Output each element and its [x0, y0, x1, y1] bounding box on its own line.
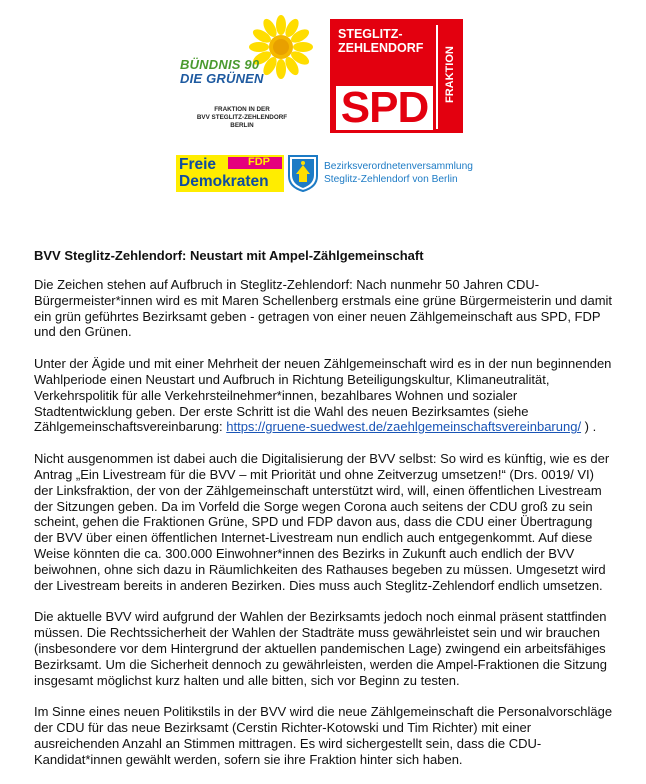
spd-region-label: [338, 27, 423, 55]
article-paragraph-1: Die Zeichen stehen auf Aufbruch in Steglitz-Zehlendorf: Nach nunmehr 50 Jahren CDU-Bürgermeister*innen wird es mit Maren Schellenberg erstmals eine grüne Bürgermeisterin und damit ein grün geführtes Bezirksamt geben - getragen von einer neuen Zählgemeinschaft aus SPD, FDP und den Grünen.: [34, 277, 613, 340]
article: [34, 247, 614, 784]
gruene-logo-subtitle: [190, 106, 294, 130]
bvv-name: [324, 160, 473, 186]
gruene-sub-line: BVV STEGLITZ-ZEHLENDORF: [196, 114, 288, 121]
fdp-mark: FDP: [248, 156, 270, 168]
gruene-logo-line2: DIE GRÜNEN: [180, 71, 264, 86]
article-title: BVV Steglitz-Zehlendorf: Neustart mit Ampel-Zählgemeinschaft: [34, 248, 424, 263]
gruene-logo-line1: BÜNDNIS 90: [180, 57, 260, 72]
agreement-link[interactable]: https://gruene-suedwest.de/zaehlgemeinschaftsvereinbarung/: [226, 419, 582, 435]
spd-wordmark: SPD: [336, 86, 433, 130]
spd-logo: [330, 19, 463, 133]
paragraph-2-end: ) .: [581, 419, 597, 435]
bvv-crest-icon: [287, 154, 319, 192]
gruene-sub-line: FRAKTION IN DER: [214, 106, 270, 113]
bvv-name-line2: Steglitz-Zehlendorf von Berlin: [324, 174, 458, 185]
gruene-sub-line: BERLIN: [230, 122, 254, 129]
bvv-name-line1: Bezirksverordnetenversammlung: [324, 161, 473, 172]
article-paragraph-3: Nicht ausgenommen ist dabei auch die Digitalisierung der BVV selbst: So wird es künftig, wie es der Antrag „Ein Livestream für die BVV – mit Priorität und ohne Zeitverzug umsetzen!“ (Drs. 0019/ VI) der Linksfraktion, der von der Zählgemeinschaft unterstützt wird, will, einen öffentlichen Livestream der Sitzungen geben. Da im Vorfeld die Sorge wegen Corona auch seitens der CDU groß zu sein scheint, gehen die Fraktionen Grüne, SPD und FDP davon aus, dass die CDU einer Übertragung der BVV über einen öffentlichen Internet-Livestream nun endlich auch entgegenkommt. Auf diese Weise könnten die ca. 300.000 Einwohner*innen des Bezirks in Zukunft auch endlich der BVV beiwohnen, ohne sich dazu in Räumlichkeiten des Rathauses begeben zu müssen. Umgesetzt wird der Livestream bereits in anderen Bezirken. Dies muss auch Steglitz-Zehlendorf endlich umsetzen.: [34, 451, 610, 593]
article-paragraph-4: Die aktuelle BVV wird aufgrund der Wahlen der Bezirksamts jedoch noch einmal präsent stattfinden müssen. Die Rechtssicherheit der Wahlen der Stadträte muss gewährleistet sein und wir brauchen (insbesondere vor dem Hintergrund der aktuellen pandemischen Lage) zwingend ein arbeitsfähiges Bezirksamt. Um die Sicherheit dennoch zu gewährleisten, werden die Ampel-Fraktionen die Sitzung insgesamt möglichst kurz halten und alle bitten, sich vor Beginn zu testen.: [34, 609, 608, 688]
paragraph-2-text: Unter der Ägide und mit einer Mehrheit der neuen Zählgemeinschaft wird es in der nun beginnenden Wahlperiode einen Neustart und Aufbruch in Richtung Beteiligungskultur, Klimaneutralität, Verkehrspolitik für alle Verkehrsteilnehmer*innen, bezahlbares Wohnen und sozialer Stadtentwicklung geben. Der erste Schritt ist die Wahl des neuen Bezirksamtes (siehe Zählgemeinschaftsvereinbarung:: [34, 356, 612, 435]
spd-region-line: ZEHLENDORF: [338, 41, 424, 55]
spd-fraktion-label: [436, 25, 460, 129]
fdp-line1: Freie: [179, 156, 217, 173]
article-paragraph-5: Im Sinne eines neuen Politikstils in der BVV wird die neue Zählgemeinschaft die Personalvorschläge der CDU für das neue Bezirksamt (Cerstin Richter-Kotowski und Tim Richter) mit einer ausreichenden Anzahl an Stimmen mittragen. Es wird sichergestellt sein, dass die CDU-Kandidat*innen gewählt werden, sofern sie ihre Fraktion hinter sich haben.: [34, 704, 613, 767]
spd-region-line: STEGLITZ-: [338, 27, 403, 41]
article-paragraph-2: [34, 356, 614, 435]
spd-fraktion-text: FRAKTION: [444, 46, 456, 103]
fdp-logo: [176, 155, 284, 192]
gruene-logo: [176, 14, 316, 134]
fdp-line2: Demokraten: [179, 173, 269, 190]
